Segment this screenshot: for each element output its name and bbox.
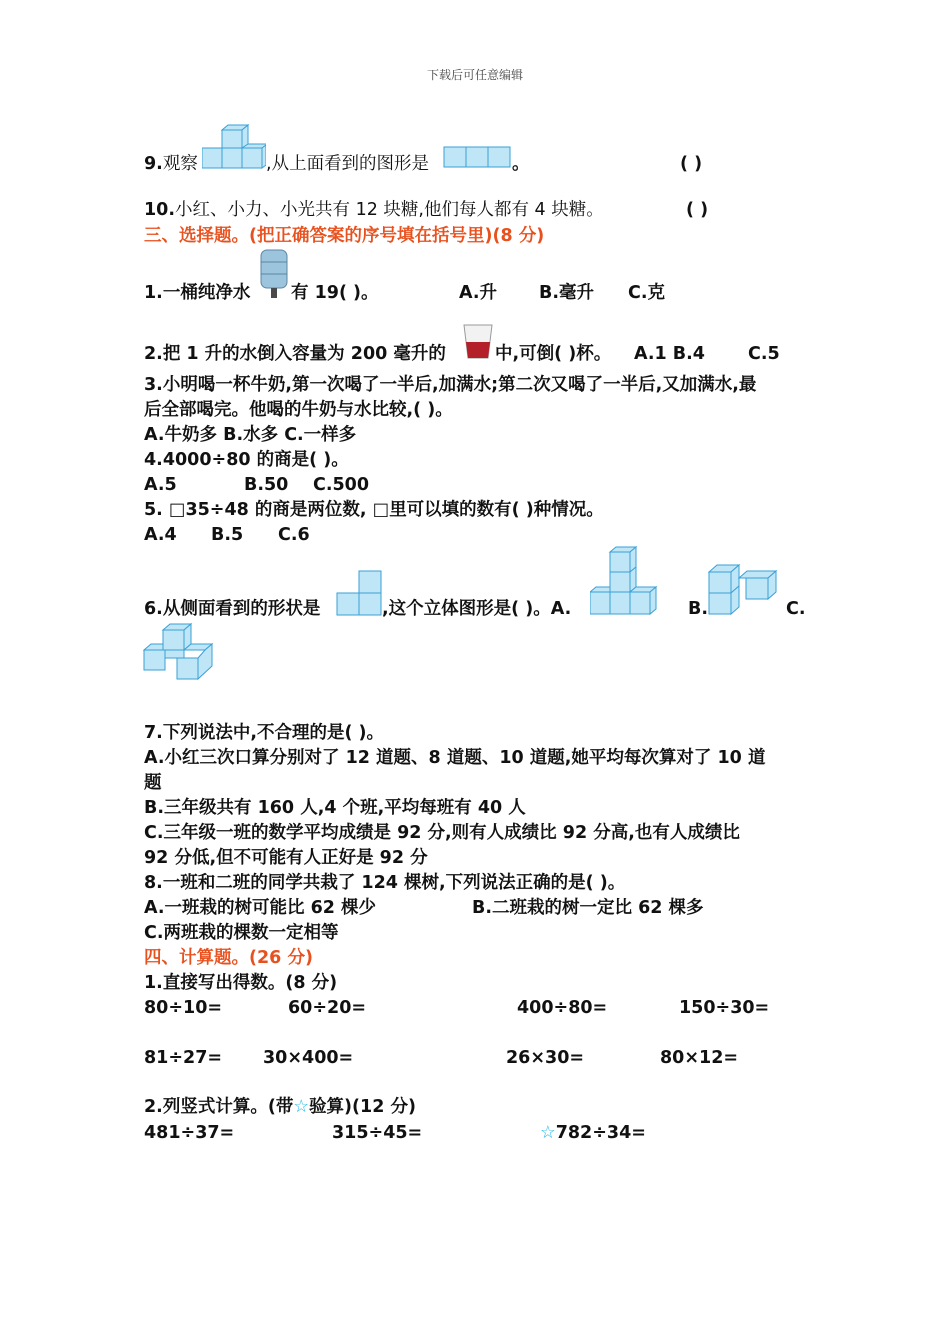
p1-row1-item: 60÷20= [288, 998, 367, 1018]
c6-mid: ,这个立体图形是( )。A. [382, 599, 572, 619]
cup-icon [462, 322, 494, 360]
p1-row1-item: 80÷10= [144, 998, 223, 1018]
c2-option-c: C.5 [748, 344, 780, 364]
q9-line [144, 152, 198, 176]
c1-option-a: A.升 [459, 283, 498, 303]
star-icon: ☆ [293, 1097, 310, 1117]
c8-option-a: A.一班栽的树可能比 62 棵少 [144, 898, 377, 918]
star-icon: ☆ [540, 1123, 556, 1143]
p1-row2-item: 30×400= [263, 1048, 354, 1068]
c6-option-b-figure [708, 562, 780, 616]
q9-post: 。 [512, 154, 530, 174]
c3-line2: 后全部喝完。他喝的牛奶与水比较,( )。 [144, 400, 453, 420]
c6-option-a-figure [590, 546, 662, 616]
c6-pre: 6.从侧面看到的形状是 [144, 599, 321, 619]
c3-options: A.牛奶多 B.水多 C.一样多 [144, 425, 357, 445]
c4-question: 4.4000÷80 的商是( )。 [144, 450, 349, 470]
q9-pre: 观察 [162, 154, 198, 174]
p2-title [144, 1095, 416, 1119]
c6-option-c-label: C. [786, 599, 806, 619]
c1-option-c: C.克 [628, 283, 665, 303]
q10-paren: ( ) [686, 200, 709, 220]
p2-item-starred [540, 1121, 646, 1145]
p2-item: 315÷45= [332, 1123, 423, 1143]
p1-row1-item: 150÷30= [679, 998, 770, 1018]
p2-title-pre: 2.列竖式计算。(带 [144, 1097, 294, 1117]
c7-option-a-line2: 题 [144, 773, 162, 793]
c4-option-a: A.5 [144, 475, 177, 495]
c5-option-c: C.6 [278, 525, 310, 545]
p1-row2-item: 26×30= [506, 1048, 585, 1068]
water-bottle-icon [258, 248, 290, 300]
c7-option-c-line1: C.三年级一班的数学平均成绩是 92 分,则有人成绩比 92 分高,也有人成绩比 [144, 823, 740, 843]
p2-title-post: 验算)(12 分) [309, 1097, 416, 1117]
c7-option-a-line1: A.小红三次口算分别对了 12 道题、8 道题、10 道题,她平均每次算对了 10 道 [144, 748, 766, 768]
section-4-title: 四、计算题。(26 分) [144, 948, 313, 968]
p2-item: 481÷37= [144, 1123, 235, 1143]
page-header: 下载后可任意编辑 [426, 68, 523, 82]
q10-line [144, 198, 604, 222]
q9-paren: ( ) [680, 154, 703, 174]
c4-option-c: C.500 [313, 475, 370, 495]
c5-question: 5. □35÷48 的商是两位数, □里可以填的数有( )种情况。 [144, 500, 604, 520]
c6-option-b-label: B. [688, 599, 708, 619]
c8-question: 8.一班和二班的同学共栽了 124 棵树,下列说法正确的是( )。 [144, 873, 626, 893]
c6-option-c-figure [143, 622, 215, 680]
c7-question: 7.下列说法中,不合理的是( )。 [144, 723, 385, 743]
p2-item-text: 782÷34= [555, 1123, 646, 1143]
c4-option-b: B.50 [244, 475, 289, 495]
q10-text: 小红、小力、小光共有 12 块糖,他们每人都有 4 块糖。 [175, 200, 604, 220]
c1-option-b: B.毫升 [539, 283, 594, 303]
p1-title: 1.直接写出得数。(8 分) [144, 973, 338, 993]
q9-mid [266, 152, 429, 176]
c8-option-c: C.两班栽的棵数一定相等 [144, 923, 339, 943]
q9-number: 9. [144, 154, 163, 174]
q10-number: 10. [144, 200, 176, 220]
q9-cube-figure [202, 124, 266, 170]
section-3-title: 三、选择题。(把正确答案的序号填在括号里)(8 分) [144, 226, 545, 246]
p1-row2-item: 81÷27= [144, 1048, 223, 1068]
c2-pre: 2.把 1 升的水倒入容量为 200 毫升的 [144, 344, 446, 364]
q9-top-view-figure [443, 146, 511, 168]
c5-option-a: A.4 [144, 525, 177, 545]
c7-option-c-line2: 92 分低,但不可能有人正好是 92 分 [144, 848, 428, 868]
p1-row1-item: 400÷80= [517, 998, 608, 1018]
c8-option-b: B.二班栽的树一定比 62 棵多 [472, 898, 704, 918]
c3-line1: 3.小明喝一杯牛奶,第一次喝了一半后,加满水;第二次又喝了一半后,又加满水,最 [144, 375, 757, 395]
q9-mid-text: ,从上面看到的图形是 [266, 154, 430, 174]
c1-post: 有 19( )。 [291, 283, 379, 303]
c7-option-b: B.三年级共有 160 人,4 个班,平均每班有 40 人 [144, 798, 526, 818]
c5-option-b: B.5 [211, 525, 244, 545]
c2-post: 中,可倒( )杯。 [495, 344, 612, 364]
c1-pre: 1.一桶纯净水 [144, 283, 251, 303]
p1-row2-item: 80×12= [660, 1048, 739, 1068]
c2-options-ab: A.1 B.4 [634, 344, 705, 364]
c6-side-view-figure [336, 570, 382, 616]
